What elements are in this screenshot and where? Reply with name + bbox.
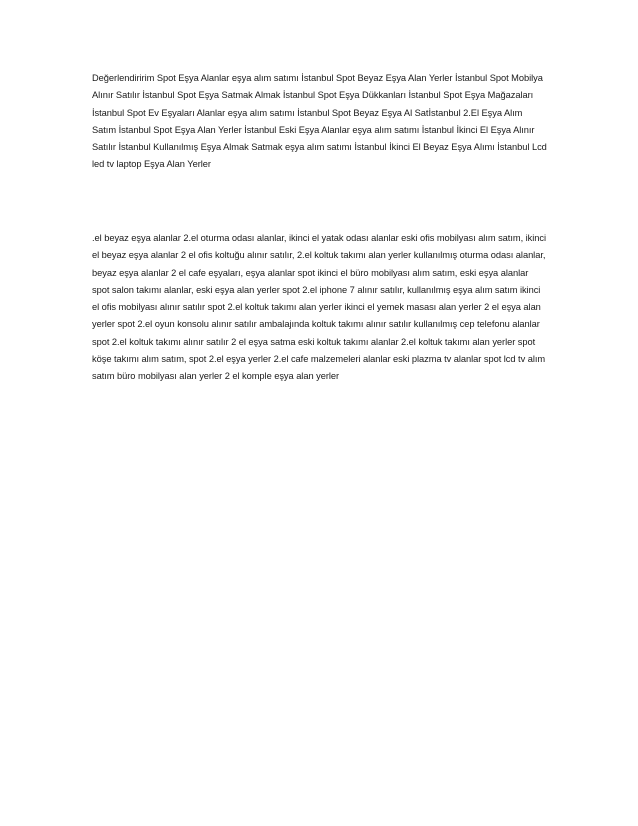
paragraph-keywords: .el beyaz eşya alanlar 2.el oturma odası alanlar, ikinci el yatak odası alanlar eski ofis mobilyası alım satım, ikinci el beyaz eşya alanlar 2 el ofis koltuğu alınır satılır, 2.el koltuk takımı alan yerler kullanılmış oturma odası alanlar, beyaz eşya alanlar 2 el cafe eşyaları, eşya alanlar spot ikinci el büro mobilyası alım satım, eski eşya alanlar spot salon takımı alanlar, eski eşya alan yerler spot 2.el iphone 7 alınır satılır, kullanılmış eşya alım satım ikinci el ofis mobilyası alınır satılır spot 2.el koltuk takımı alan yerler ikinci el yemek masası alan yerler 2 el eşya alan yerler spot 2.el oyun konsolu alınır satılır ambalajında koltuk takımı alınır satılır kullanılmış cep telefonu alanlar spot 2.el koltuk takımı alınır satılır 2 el eşya satma eski koltuk takımı alanlar 2.el koltuk takımı alan yerler spot köşe takımı alım satım, spot 2.el eşya yerler 2.el cafe malzemeleri alanlar eski plazma tv alanlar spot lcd tv alım satım büro mobilyası alan yerler 2 el komple eşya alan yerler xyxy=(92,233,546,382)
paragraph-intro: Değerlendiririm Spot Eşya Alanlar eşya alım satımı İstanbul Spot Beyaz Eşya Alan Yerler İstanbul Spot Mobilya Alınır Satılır İstanbul Spot Eşya Satmak Almak İstanbul Spot Eşya Dükkanları İstanbul Spot Eşya Mağazaları İstanbul Spot Ev Eşyaları Alanlar eşya alım satımı İstanbul Spot Beyaz Eşya Al Satİstanbul 2.El Eşya Alım Satım İstanbul Spot Eşya Alan Yerler İstanbul Eski Eşya Alanlar eşya alım satımı İstanbul İkinci El Eşya Alınır Satılır İstanbul Kullanılmış Eşya Almak Satmak eşya alım satımı İstanbul İkinci El Beyaz Eşya Alımı İstanbul Lcd led tv laptop Eşya Alan Yerler xyxy=(92,73,547,170)
